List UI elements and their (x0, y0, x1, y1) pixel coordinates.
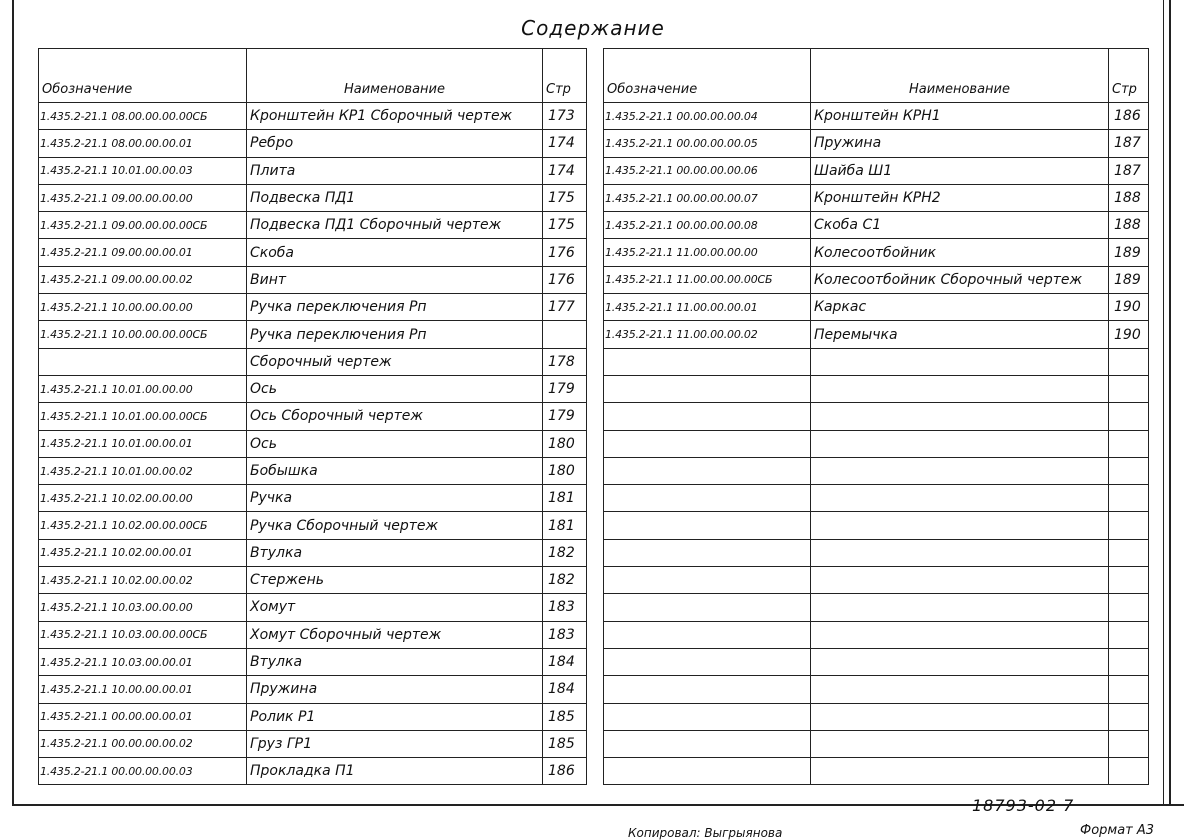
name-cell: Кронштейн КР1 Сборочный чертеж (247, 103, 543, 130)
page-cell (1109, 375, 1149, 402)
page-cell: 176 (543, 266, 587, 293)
name-cell: Ребро (247, 130, 543, 157)
designation-cell: 1.435.2-21.1 00.00.00.00.07 (604, 184, 811, 211)
name-cell: Ось (247, 430, 543, 457)
designation-cell (604, 730, 811, 757)
name-cell (811, 512, 1109, 539)
table-row (39, 703, 587, 730)
table-row (604, 130, 1149, 157)
designation-cell (604, 621, 811, 648)
name-cell (811, 676, 1109, 703)
designation-cell: 1.435.2-21.1 08.00.00.00.00СБ (39, 103, 247, 130)
page-cell: 189 (1109, 239, 1149, 266)
name-cell (811, 594, 1109, 621)
page-cell (1109, 730, 1149, 757)
name-cell: Ручка переключения Рп (247, 294, 543, 321)
page-cell: 180 (543, 457, 587, 484)
table-row (39, 676, 587, 703)
name-cell: Сборочный чертеж (247, 348, 543, 375)
page-cell: 190 (1109, 294, 1149, 321)
table-row (39, 539, 587, 566)
designation-cell: 1.435.2-21.1 10.01.00.00.02 (39, 457, 247, 484)
table-row (604, 103, 1149, 130)
table-row (604, 676, 1149, 703)
page-cell: 182 (543, 567, 587, 594)
name-cell: Ось Сборочный чертеж (247, 403, 543, 430)
designation-header: Обозначение (39, 49, 247, 103)
contents-table-left (38, 48, 587, 785)
table-row (604, 239, 1149, 266)
name-cell: Ручка переключения Рп (247, 321, 543, 348)
page-cell (1109, 430, 1149, 457)
designation-cell: 1.435.2-21.1 11.00.00.00.00СБ (604, 266, 811, 293)
table-row (604, 567, 1149, 594)
page-cell: 187 (1109, 157, 1149, 184)
name-cell: Втулка (247, 648, 543, 675)
table-row (604, 157, 1149, 184)
page-cell (1109, 512, 1149, 539)
table-row (604, 212, 1149, 239)
designation-cell: 1.435.2-21.1 00.00.00.00.05 (604, 130, 811, 157)
designation-cell: 1.435.2-21.1 10.00.00.00.01 (39, 676, 247, 703)
name-cell: Хомут (247, 594, 543, 621)
page-cell (1109, 621, 1149, 648)
designation-cell (604, 567, 811, 594)
name-cell (811, 703, 1109, 730)
designation-cell: 1.435.2-21.1 09.00.00.00.00 (39, 184, 247, 211)
designation-cell: 1.435.2-21.1 00.00.00.00.04 (604, 103, 811, 130)
page-cell (1109, 539, 1149, 566)
name-cell: Подвеска ПД1 Сборочный чертеж (247, 212, 543, 239)
designation-cell: 1.435.2-21.1 09.00.00.00.02 (39, 266, 247, 293)
page-cell: 173 (543, 103, 587, 130)
page-cell: 182 (543, 539, 587, 566)
designation-cell: 1.435.2-21.1 10.01.00.00.00СБ (39, 403, 247, 430)
name-cell: Колесоотбойник (811, 239, 1109, 266)
header-row (604, 49, 1149, 103)
designation-cell: 1.435.2-21.1 10.01.00.00.01 (39, 430, 247, 457)
frame-inner-line (1163, 0, 1164, 806)
designation-cell (604, 457, 811, 484)
table-row (39, 294, 587, 321)
name-cell (811, 430, 1109, 457)
table-row (604, 512, 1149, 539)
page-cell: 177 (543, 294, 587, 321)
table-row (604, 485, 1149, 512)
table-row (39, 375, 587, 402)
name-cell: Колесоотбойник Сборочный чертеж (811, 266, 1109, 293)
page-cell (1109, 594, 1149, 621)
table-row (39, 212, 587, 239)
designation-cell: 1.435.2-21.1 10.00.00.00.00 (39, 294, 247, 321)
table-row (39, 485, 587, 512)
table-row (604, 730, 1149, 757)
header-row (39, 49, 587, 103)
name-cell: Ручка (247, 485, 543, 512)
table-row (604, 321, 1149, 348)
designation-cell: 1.435.2-21.1 10.02.00.00.01 (39, 539, 247, 566)
name-cell: Груз ГР1 (247, 730, 543, 757)
designation-cell: 1.435.2-21.1 09.00.00.00.01 (39, 239, 247, 266)
page-cell (1109, 758, 1149, 785)
page-cell: 185 (543, 730, 587, 757)
designation-header: Обозначение (604, 49, 811, 103)
table-row (39, 321, 587, 348)
page-cell: 188 (1109, 184, 1149, 211)
table-row (39, 184, 587, 211)
table-row (604, 703, 1149, 730)
designation-cell: 1.435.2-21.1 11.00.00.00.01 (604, 294, 811, 321)
designation-cell: 1.435.2-21.1 10.02.00.00.00СБ (39, 512, 247, 539)
table-row (604, 539, 1149, 566)
table-row (39, 621, 587, 648)
page-title: Содержание (521, 16, 665, 40)
page-cell (1109, 485, 1149, 512)
designation-cell: 1.435.2-21.1 10.01.00.00.00 (39, 375, 247, 402)
name-cell: Шайба Ш1 (811, 157, 1109, 184)
copied-by: Копировал: Выгрыянова (628, 826, 783, 840)
designation-cell (39, 348, 247, 375)
page-cell (1109, 567, 1149, 594)
table-row (39, 266, 587, 293)
page-cell (1109, 457, 1149, 484)
designation-cell: 1.435.2-21.1 10.03.00.00.00 (39, 594, 247, 621)
designation-cell (604, 430, 811, 457)
table-row (604, 375, 1149, 402)
table-row (39, 730, 587, 757)
table-row (39, 157, 587, 184)
designation-cell (604, 676, 811, 703)
name-cell (811, 457, 1109, 484)
table-row (39, 130, 587, 157)
page-cell: 186 (1109, 103, 1149, 130)
designation-cell (604, 758, 811, 785)
designation-cell (604, 485, 811, 512)
page-cell: 174 (543, 157, 587, 184)
name-cell (811, 648, 1109, 675)
name-cell: Хомут Сборочный чертеж (247, 621, 543, 648)
designation-cell: 1.435.2-21.1 10.02.00.00.00 (39, 485, 247, 512)
designation-cell (604, 703, 811, 730)
page-cell: 181 (543, 512, 587, 539)
page-header: Стр (1109, 49, 1149, 103)
contents-table-right (603, 48, 1149, 785)
name-cell: Бобышка (247, 457, 543, 484)
page-cell: 175 (543, 184, 587, 211)
designation-cell (604, 648, 811, 675)
table-row (39, 758, 587, 785)
designation-cell: 1.435.2-21.1 11.00.00.00.00 (604, 239, 811, 266)
designation-cell (604, 539, 811, 566)
page-cell (1109, 648, 1149, 675)
designation-cell: 1.435.2-21.1 10.03.00.00.00СБ (39, 621, 247, 648)
table-row (604, 457, 1149, 484)
name-cell (811, 621, 1109, 648)
page-cell: 189 (1109, 266, 1149, 293)
page-cell: 174 (543, 130, 587, 157)
designation-cell (604, 348, 811, 375)
table-row (604, 403, 1149, 430)
name-cell (811, 403, 1109, 430)
designation-cell: 1.435.2-21.1 00.00.00.00.06 (604, 157, 811, 184)
name-cell (811, 758, 1109, 785)
name-cell: Пружина (247, 676, 543, 703)
table-row (39, 457, 587, 484)
designation-cell: 1.435.2-21.1 08.00.00.00.01 (39, 130, 247, 157)
name-cell (811, 348, 1109, 375)
name-cell (811, 567, 1109, 594)
table-row (39, 648, 587, 675)
table-row (604, 348, 1149, 375)
designation-cell: 1.435.2-21.1 09.00.00.00.00СБ (39, 212, 247, 239)
name-cell (811, 375, 1109, 402)
page-cell: 180 (543, 430, 587, 457)
name-cell: Скоба (247, 239, 543, 266)
table-row (604, 294, 1149, 321)
table-row (39, 239, 587, 266)
name-cell: Кронштейн КРН1 (811, 103, 1109, 130)
page-cell (1109, 403, 1149, 430)
name-cell: Винт (247, 266, 543, 293)
name-cell: Плита (247, 157, 543, 184)
name-cell: Скоба С1 (811, 212, 1109, 239)
table-row (604, 266, 1149, 293)
designation-cell (604, 375, 811, 402)
designation-cell: 1.435.2-21.1 10.03.00.00.01 (39, 648, 247, 675)
page-cell: 176 (543, 239, 587, 266)
page-cell: 185 (543, 703, 587, 730)
table-row (39, 567, 587, 594)
name-cell: Ролик Р1 (247, 703, 543, 730)
name-cell: Ручка Сборочный чертеж (247, 512, 543, 539)
designation-cell (604, 403, 811, 430)
page-cell: 183 (543, 621, 587, 648)
designation-cell (604, 594, 811, 621)
designation-cell: 1.435.2-21.1 11.00.00.00.02 (604, 321, 811, 348)
table-row (604, 758, 1149, 785)
designation-cell (604, 512, 811, 539)
page-cell: 184 (543, 676, 587, 703)
designation-cell: 1.435.2-21.1 00.00.00.00.03 (39, 758, 247, 785)
page-cell: 190 (1109, 321, 1149, 348)
designation-cell: 1.435.2-21.1 10.02.00.00.02 (39, 567, 247, 594)
name-cell: Кронштейн КРН2 (811, 184, 1109, 211)
designation-cell: 1.435.2-21.1 00.00.00.00.02 (39, 730, 247, 757)
sheet-format: Формат А3 (1080, 823, 1155, 838)
page-cell: 186 (543, 758, 587, 785)
table-row (39, 348, 587, 375)
name-header: Наименование (247, 49, 543, 103)
name-cell: Каркас (811, 294, 1109, 321)
table-row (39, 430, 587, 457)
name-cell: Пружина (811, 130, 1109, 157)
name-cell: Перемычка (811, 321, 1109, 348)
frame-outer-line (1169, 0, 1171, 806)
page-cell (1109, 703, 1149, 730)
page-cell (1109, 676, 1149, 703)
page-cell: 183 (543, 594, 587, 621)
table-row (604, 648, 1149, 675)
name-cell: Втулка (247, 539, 543, 566)
page-cell: 179 (543, 403, 587, 430)
table-row (39, 103, 587, 130)
designation-cell: 1.435.2-21.1 10.01.00.00.03 (39, 157, 247, 184)
table-row (39, 403, 587, 430)
name-cell: Ось (247, 375, 543, 402)
page-cell (1109, 348, 1149, 375)
name-cell (811, 730, 1109, 757)
designation-cell: 1.435.2-21.1 00.00.00.00.01 (39, 703, 247, 730)
table-row (604, 430, 1149, 457)
table-row (604, 621, 1149, 648)
designation-cell: 1.435.2-21.1 00.00.00.00.08 (604, 212, 811, 239)
table-row (39, 512, 587, 539)
table-row (604, 594, 1149, 621)
name-cell (811, 539, 1109, 566)
page-cell: 178 (543, 348, 587, 375)
page-cell: 188 (1109, 212, 1149, 239)
document-number: 18793-02 7 (972, 796, 1075, 815)
designation-cell: 1.435.2-21.1 10.00.00.00.00СБ (39, 321, 247, 348)
page-cell: 184 (543, 648, 587, 675)
page-cell: 175 (543, 212, 587, 239)
table-row (39, 594, 587, 621)
name-cell: Подвеска ПД1 (247, 184, 543, 211)
page-cell (543, 321, 587, 348)
page-header: Стр (543, 49, 587, 103)
page-cell: 187 (1109, 130, 1149, 157)
page-cell: 181 (543, 485, 587, 512)
page-cell: 179 (543, 375, 587, 402)
table-row (604, 184, 1149, 211)
name-cell: Стержень (247, 567, 543, 594)
name-cell: Прокладка П1 (247, 758, 543, 785)
name-cell (811, 485, 1109, 512)
name-header: Наименование (811, 49, 1109, 103)
